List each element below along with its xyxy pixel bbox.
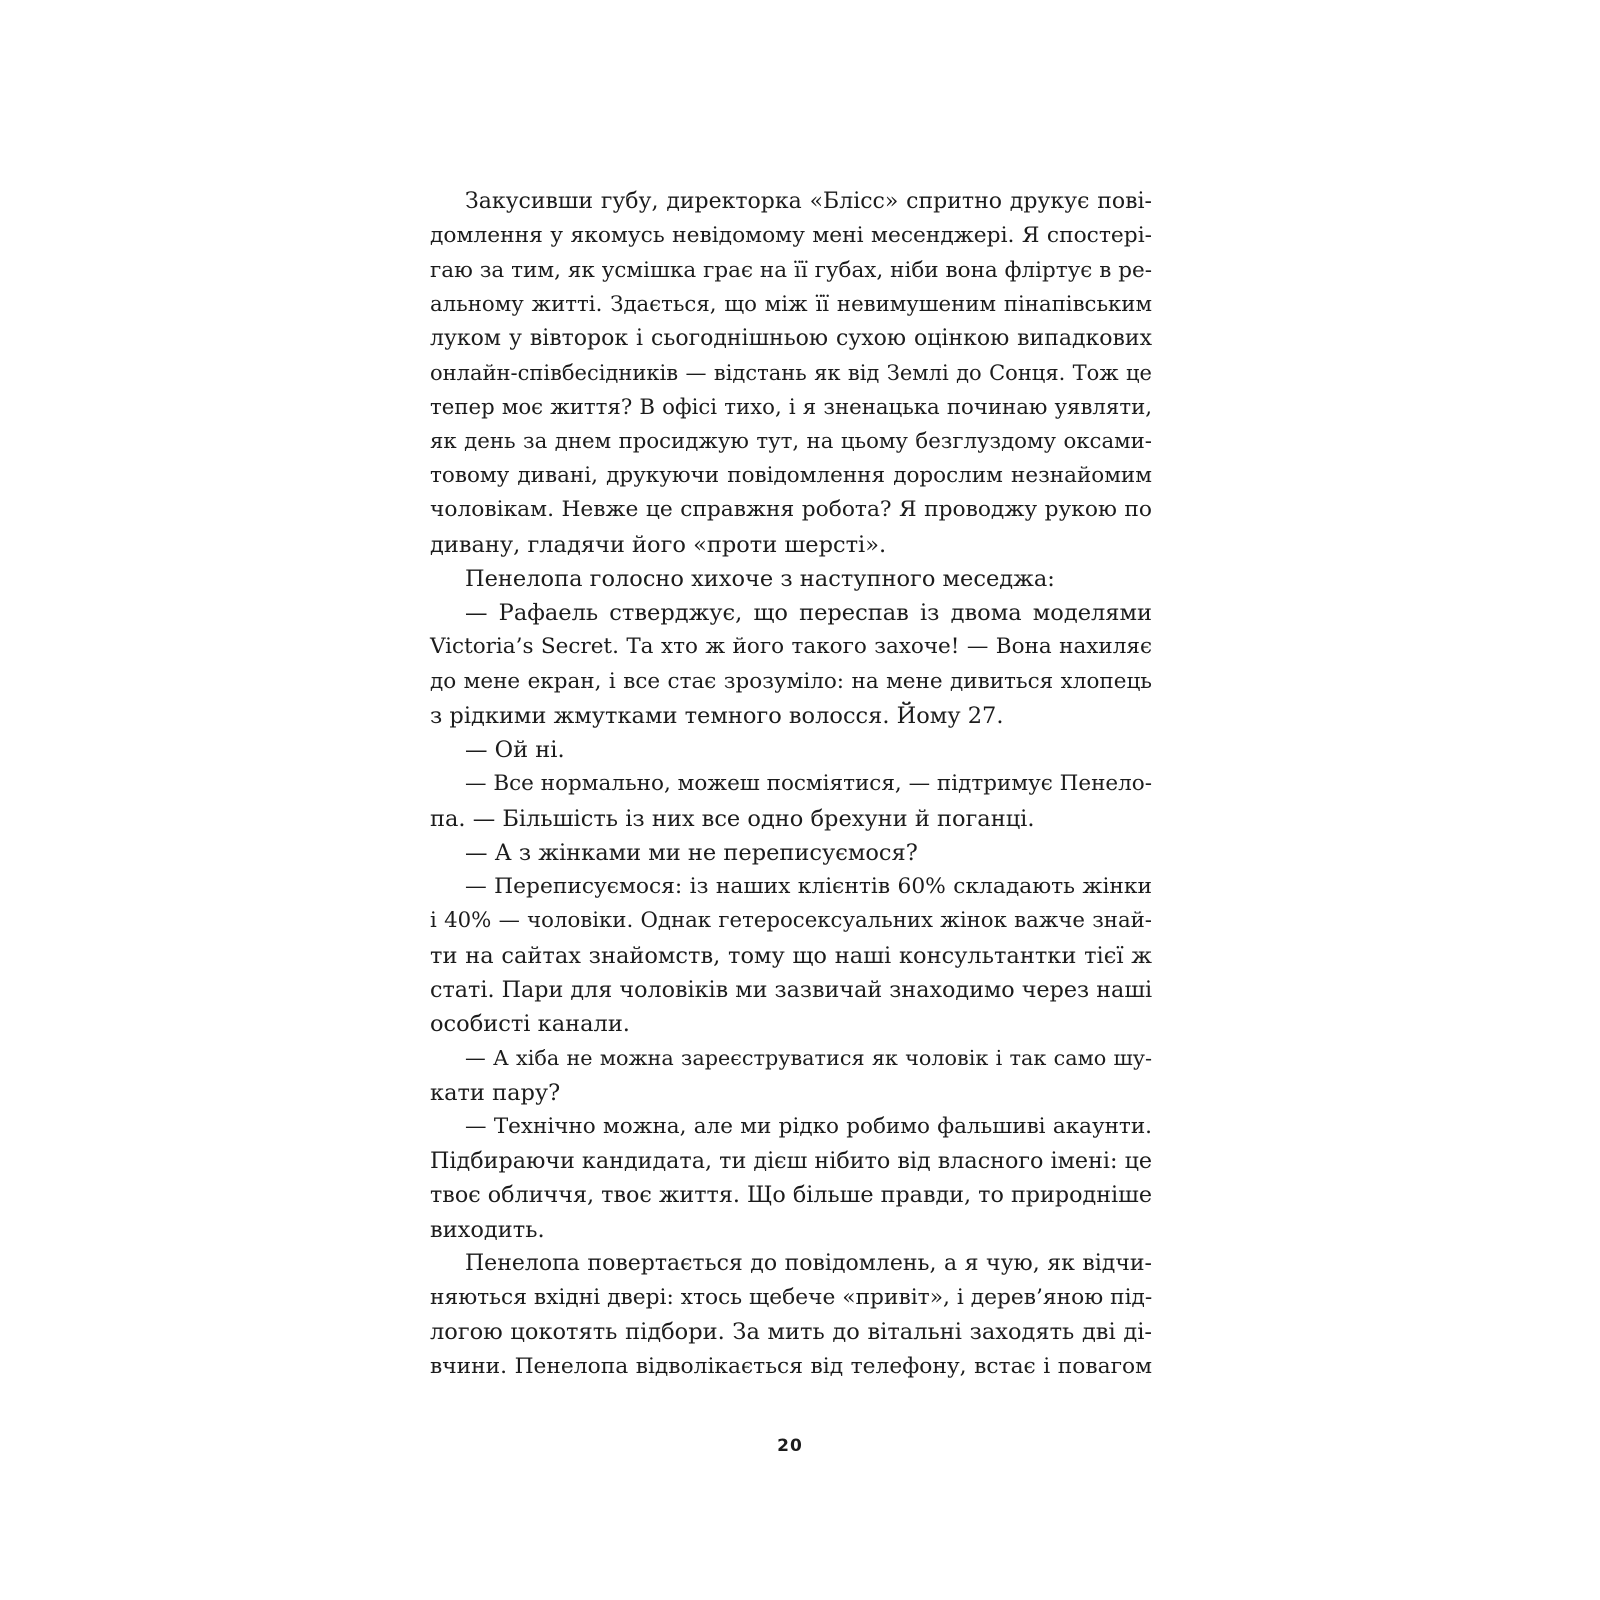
- text-line: тепер моє життя? В офісі тихо, і я зненацька починаю уявляти,: [430, 394, 1152, 420]
- text-line: статі. Пари для чоловіків ми зазвичай знаходимо через наші: [430, 976, 1153, 1003]
- text-line: — Технічно можна, але ми рідко робимо фальшиві акаунти.: [465, 1113, 1152, 1139]
- text-line: товому дивані, друкуючи повідомлення дорослим незнайомим: [430, 463, 1152, 488]
- text-line: Підбираючи кандидата, ти дієш нібито від власного імені: це: [430, 1148, 1153, 1174]
- text-line: — Рафаель стверджує, що переспав із двома моделями: [465, 600, 1152, 626]
- text-line: Victoria’s Secret. Та хто ж його такого захоче! — Вона нахиляє: [430, 634, 1152, 660]
- text-line: особисті канали.: [430, 1011, 630, 1037]
- text-line: вчини. Пенелопа відволікається від телефону, встає і повагом: [430, 1353, 1152, 1379]
- text-line: гаю за тим, як усмішка грає на її губах, ніби вона фліртує в ре-: [430, 257, 1152, 283]
- text-line: ти на сайтах знайомств, тому що наші консультантки тієї ж: [430, 942, 1152, 969]
- text-line: і 40% — чоловіки. Однак гетеросексуальних жінок важче знай-: [430, 908, 1152, 934]
- text-line: кати пару?: [430, 1079, 561, 1106]
- text-line: Пенелопа повертається до повідомлень, а я чую, як відчи-: [465, 1250, 1152, 1276]
- text-line: — Ой ні.: [465, 737, 565, 763]
- text-line: Закусивши губу, директорка «Блісс» спритно друкує пові-: [465, 189, 1152, 214]
- text-line: з рідкими жмутками темного волосся. Йому 27.: [430, 702, 1004, 729]
- text-line: логою цокотять підбори. За мить до вітальні заходять дві ді-: [430, 1319, 1152, 1346]
- text-line: до мене екран, і все стає зрозуміло: на мене дивиться хлопець: [430, 668, 1152, 694]
- text-line: чоловікам. Невже це справжня робота? Я проводжу рукою по: [430, 497, 1152, 523]
- text-line: — А хіба не можна зареєструватися як чоловік і так само шу-: [465, 1046, 1152, 1071]
- text-line: — Все нормально, можеш посміятися, — підтримує Пенело-: [465, 771, 1152, 797]
- text-line: — Переписуємося: із наших клієнтів 60% складають жінки: [465, 874, 1152, 899]
- text-line: альному житті. Здається, що між її невимушеним пінапівським: [430, 291, 1152, 317]
- text-line: няються вхідні двері: хтось щебече «привіт», і дерев’яною під-: [430, 1285, 1153, 1310]
- text-line: Пенелопа голосно хихоче з наступного меседжа:: [465, 565, 1055, 592]
- text-line: твоє обличчя, твоє життя. Що більше правди, то природніше: [430, 1182, 1152, 1209]
- page-number: 20: [777, 1436, 803, 1456]
- text-line: як день за днем просиджую тут, на цьому безглуздому оксами-: [430, 428, 1152, 454]
- body-text: [430, 185, 1152, 1384]
- text-line: па. — Більшість із них все одно брехуни й поганці.: [430, 805, 1035, 832]
- text-line: домлення у якомусь невідомому мені месенджері. Я спостері-: [430, 223, 1152, 249]
- text-line: луком у вівторок і сьогоднішньою сухою оцінкою випадкових: [430, 326, 1152, 351]
- text-line: дивану, гладячи його «проти шерсті».: [430, 531, 887, 558]
- text-line: — А з жінками ми не переписуємося?: [465, 839, 918, 866]
- text-line: виходить.: [430, 1216, 545, 1243]
- text-line: онлайн-співбесідників — відстань як від Землі до Сонця. Тож це: [430, 361, 1152, 386]
